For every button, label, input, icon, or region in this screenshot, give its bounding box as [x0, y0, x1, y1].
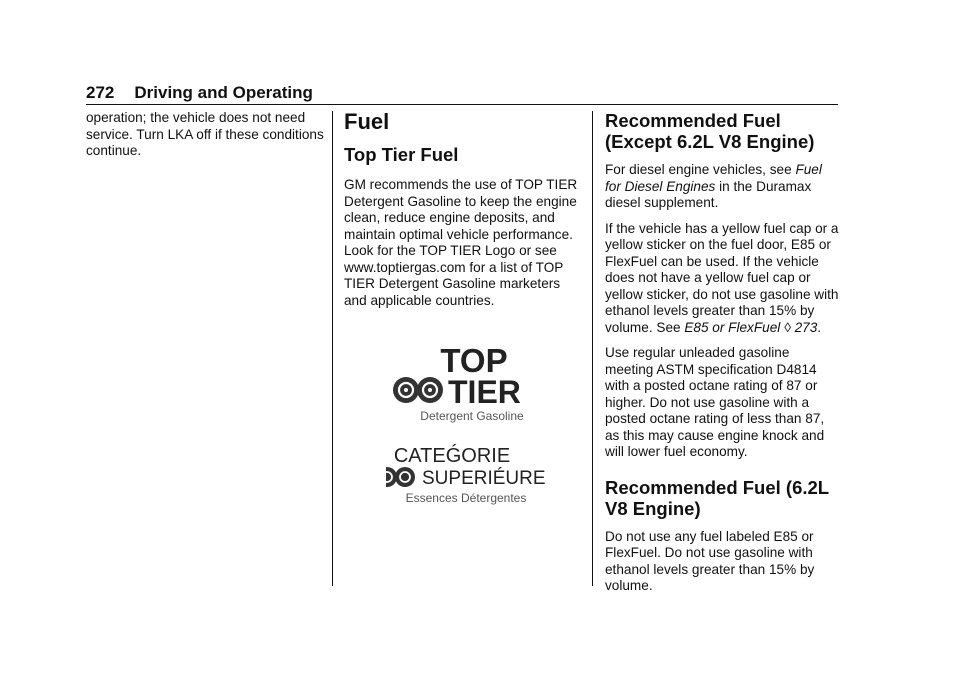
column-divider — [592, 111, 593, 586]
ethanol-paragraph — [605, 221, 841, 337]
logo-detergent-text: Detergent Gasoline — [420, 409, 524, 423]
chapter-title: Driving and Operating — [134, 83, 313, 102]
logo-tier-text: TIER — [448, 374, 521, 410]
logo-swirl-icon — [393, 377, 443, 403]
column-1 — [86, 110, 324, 169]
recommended-fuel-heading: Recommended Fuel (Except 6.2L V8 Engine) — [605, 110, 815, 152]
top-tier-paragraph: GM recommends the use of TOP TIER Detergent Gasoline to keep the engine clean, reduce engine deposits, and maintain optimal vehicle performance. Look for the TOP TIER Logo or see www.toptiergas.com for a list of TOP TIER Detergent Gasoline marketers and applicable countries. — [344, 177, 578, 308]
section-title: Fuel — [344, 109, 390, 134]
subsection-title: Top Tier Fuel — [344, 144, 459, 165]
e85-reference-link[interactable] — [684, 320, 817, 335]
page-number: 272 — [86, 83, 115, 102]
column-divider — [332, 111, 333, 586]
page-header — [86, 84, 838, 105]
ethanol-text-post: . — [817, 319, 822, 335]
recommended-fuel-v8-heading: Recommended Fuel (6.2L V8 Engine) — [605, 476, 829, 519]
top-tier-logo — [386, 344, 566, 512]
logo-essences-text: Essences Détergentes — [405, 491, 527, 505]
logo-superieure-text: SUPERIÉURE — [422, 468, 546, 489]
logo-swirl-icon-fr — [386, 467, 415, 487]
v8-fuel-paragraph: Do not use any fuel labeled E85 or FlexFuel. Do not use gasoline with ethanol levels greater than 15% by volume. — [605, 528, 815, 593]
logo-categorie-text: CATEǴORIE — [393, 445, 511, 467]
logo-top-text: TOP — [440, 344, 508, 379]
e85-reference-text: E85 or FlexFuel — [684, 319, 781, 335]
diesel-reference-link[interactable]: Fuel for Diesel Engines — [605, 162, 822, 194]
diesel-paragraph — [605, 162, 841, 212]
ethanol-text-pre: If the vehicle has a yellow fuel cap or a yellow sticker on the fuel door, E85 or FlexFuel can be used. If the vehicle does not have a yellow fuel cap or yellow sticker, do not use gasoline with ethanol levels greater than 15% by volume. See — [605, 220, 839, 335]
continued-paragraph: operation; the vehicle does not need service. Turn LKA off if these conditions continue. — [86, 110, 324, 158]
e85-reference-page: 273 — [794, 319, 818, 335]
diesel-text-post: in the Duramax diesel supplement. — [605, 178, 812, 210]
page-ref-icon: ◊ — [784, 319, 791, 335]
octane-paragraph: Use regular unleaded gasoline meeting ASTM specification D4814 with a posted octane rating of 87 or higher. Do not use gasoline with a posted octane rating of less than 87, as this may cause engine knock and will lower fuel economy. — [605, 345, 825, 459]
diesel-text-pre: For diesel engine vehicles, see — [605, 162, 792, 177]
column-3 — [605, 110, 841, 604]
column-2 — [344, 110, 580, 318]
